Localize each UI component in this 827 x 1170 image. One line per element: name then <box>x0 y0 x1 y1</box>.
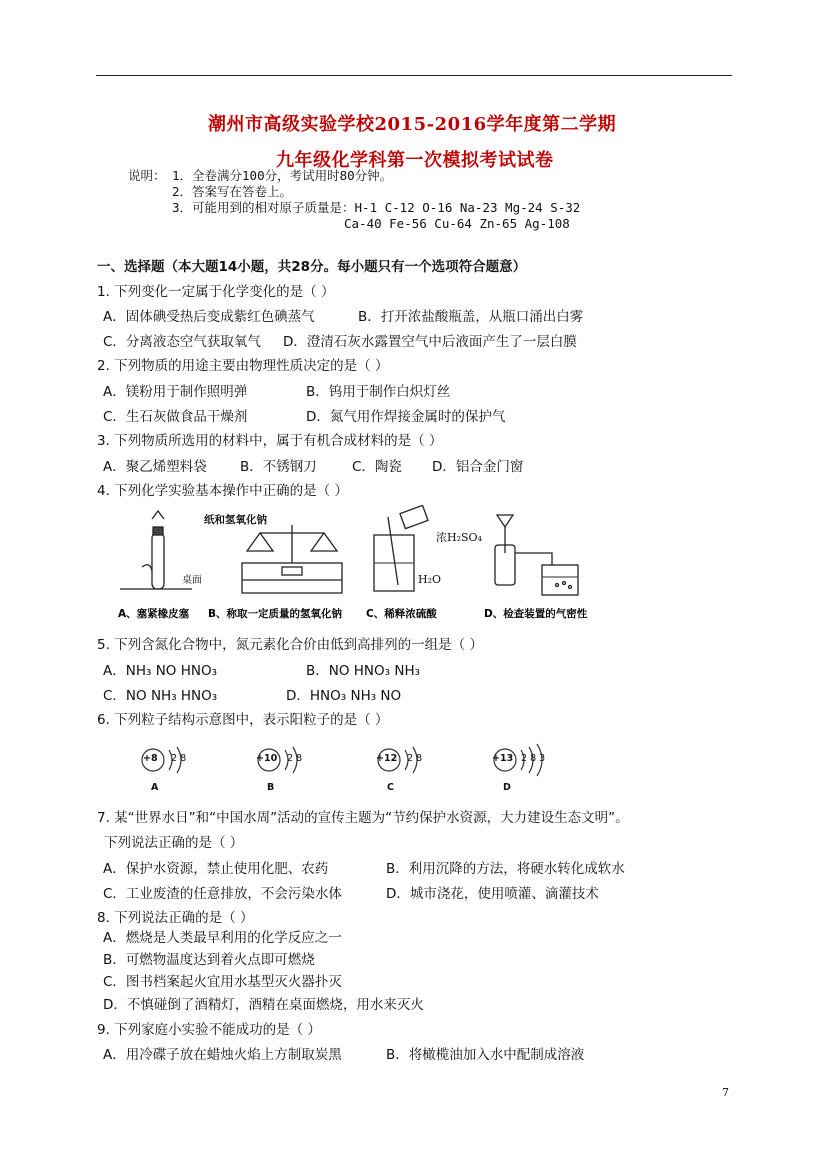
q3-option-a: A．聚乙烯塑料袋 <box>103 459 207 475</box>
q1-option-b: B．打开浓盐酸瓶盖，从瓶口涌出白雾 <box>358 309 584 325</box>
caption-c: C、稀释浓硫酸 <box>366 608 437 620</box>
exam-title-line1: 潮州市高级实验学校2015-2016学年度第二学期 <box>208 114 617 135</box>
q1-option-d: D．澄清石灰水露置空气中后液面产生了一层白膜 <box>283 334 577 350</box>
question-6: 6. 下列粒子结构示意图中，表示阳粒子的是（ ） <box>97 712 389 728</box>
q2-option-b: B．钨用于制作白炽灯丝 <box>306 384 451 400</box>
note-3-cont: Ca-40 Fe-56 Cu-64 Zn-65 Ag-108 <box>344 216 570 231</box>
question-8: 8. 下列说法正确的是（ ） <box>97 910 254 926</box>
glass-rod <box>388 517 398 585</box>
q8-option-b: B．可燃物温度达到着火点即可燃烧 <box>103 952 315 968</box>
shells-c: 2 8 <box>407 753 423 764</box>
atom-label-a: A <box>151 782 159 793</box>
question-9: 9. 下列家庭小实验不能成功的是（ ） <box>97 1022 321 1038</box>
notes-label: 说明： <box>128 168 166 183</box>
page-number: 7 <box>722 1086 729 1099</box>
q5-option-d: D．HNO₃ NH₃ NO <box>286 688 402 704</box>
balance-pan-right <box>311 533 337 551</box>
shells-b: 2 8 <box>287 753 303 764</box>
note-3: 3．可能用到的相对原子质量是：H-1 C-12 O-16 Na-23 Mg-24 S-32 <box>172 200 581 215</box>
question-3: 3. 下列物质所选用的材料中，属于有机合成材料的是（ ） <box>97 433 443 449</box>
nucleus-d-charge: +13 <box>492 753 514 764</box>
q8-option-d: D．不慎碰倒了酒精灯，酒精在桌面燃烧，用水来灭火 <box>103 997 424 1013</box>
q1-option-a: A．固体碘受热后变成紫红色碘蒸气 <box>103 309 315 325</box>
question-7: 7. 某“世界水日”和“中国水周”活动的宣传主题为“节约保护水资源，大力建设生态文明”。 <box>97 810 629 826</box>
q3-option-d: D．铝合金门窗 <box>432 459 524 475</box>
q2-option-a: A．镁粉用于制作照明弹 <box>103 384 248 400</box>
atom-label-d: D <box>503 782 511 793</box>
q3-option-b: B．不锈钢刀 <box>240 459 317 475</box>
exam-title-line2: 九年级化学科第一次模拟考试试卷 <box>276 150 554 171</box>
section-heading: 一、选择题（本大题14小题，共28分。每小题只有一个选项符合题意） <box>97 259 527 275</box>
q2-option-d: D．氮气用作焊接金属时的保护气 <box>306 409 506 425</box>
q7-option-b: B．利用沉降的方法，将硬水转化成软水 <box>386 861 625 877</box>
caption-d: D、检查装置的气密性 <box>484 608 588 620</box>
q1-option-c: C．分离液态空气获取氧气 <box>103 334 261 350</box>
q5-option-b: B．NO HNO₃ NH₃ <box>306 663 421 679</box>
acid-bottle <box>400 505 428 528</box>
test-tube <box>152 533 164 589</box>
shells-d: 2 8 3 <box>521 753 546 764</box>
caption-a: A、塞紧橡皮塞 <box>118 608 190 620</box>
funnel <box>497 515 513 527</box>
balance-pan-left <box>247 533 273 551</box>
q5-option-a: A．NH₃ NO HNO₃ <box>103 663 217 679</box>
question-4: 4. 下列化学实验基本操作中正确的是（ ） <box>97 483 348 499</box>
question-1: 1. 下列变化一定属于化学变化的是（ ） <box>97 284 335 300</box>
q2-option-c: C．生石灰做食品干燥剂 <box>103 409 248 425</box>
q8-option-c: C．图书档案起火宜用水基型灭火器扑灭 <box>103 974 342 990</box>
nucleus-a-charge: +8 <box>143 753 158 764</box>
q3-option-c: C．陶瓷 <box>352 459 402 475</box>
atom-label-b: B <box>267 782 275 793</box>
atom-diagrams <box>135 738 555 798</box>
label-desk: 桌面 <box>182 575 202 586</box>
atom-label-c: C <box>387 782 394 793</box>
q9-option-b: B．将橄榄油加入水中配制成溶液 <box>386 1047 585 1063</box>
question-7-stem: 下列说法正确的是（ ） <box>104 835 244 851</box>
label-paper-naoh: 纸和氢氧化钠 <box>204 514 267 526</box>
q7-option-c: C．工业废渣的任意排放，不会污染水体 <box>103 886 342 902</box>
label-water: H₂O <box>418 573 442 586</box>
question-2: 2. 下列物质的用途主要由物理性质决定的是（ ） <box>97 358 389 374</box>
q5-option-c: C．NO NH₃ HNO₃ <box>103 688 218 704</box>
question-5: 5. 下列含氮化合物中，氮元素化合价由低到高排列的一组是（ ） <box>97 637 483 653</box>
water-beaker <box>542 565 578 595</box>
label-conc-acid: 浓H₂SO₄ <box>436 531 482 544</box>
delivery-tube <box>515 553 552 565</box>
stopper-hand <box>152 511 164 519</box>
shells-a: 2 8 <box>171 753 187 764</box>
q9-option-a: A．用冷碟子放在蜡烛火焰上方制取炭黑 <box>103 1047 342 1063</box>
nucleus-b-charge: +10 <box>256 753 278 764</box>
lab-operations-figure <box>112 505 632 623</box>
rubber-stopper <box>153 527 163 535</box>
note-2: 2．答案写在答卷上。 <box>172 184 293 199</box>
q7-option-d: D．城市浇花，使用喷灌、滴灌技术 <box>386 886 599 902</box>
note-1: 1．全卷满分100分，考试用时80分钟。 <box>172 168 393 183</box>
atom-structure-figure <box>135 738 555 798</box>
q7-option-a: A．保护水资源，禁止使用化肥、农药 <box>103 861 329 877</box>
caption-b: B、称取一定质量的氢氧化钠 <box>208 608 343 620</box>
q8-option-a: A．燃烧是人类最早利用的化学反应之一 <box>103 930 342 946</box>
header-rule <box>96 75 732 76</box>
nucleus-c-charge: +12 <box>376 753 398 764</box>
hand-shape <box>142 565 152 571</box>
